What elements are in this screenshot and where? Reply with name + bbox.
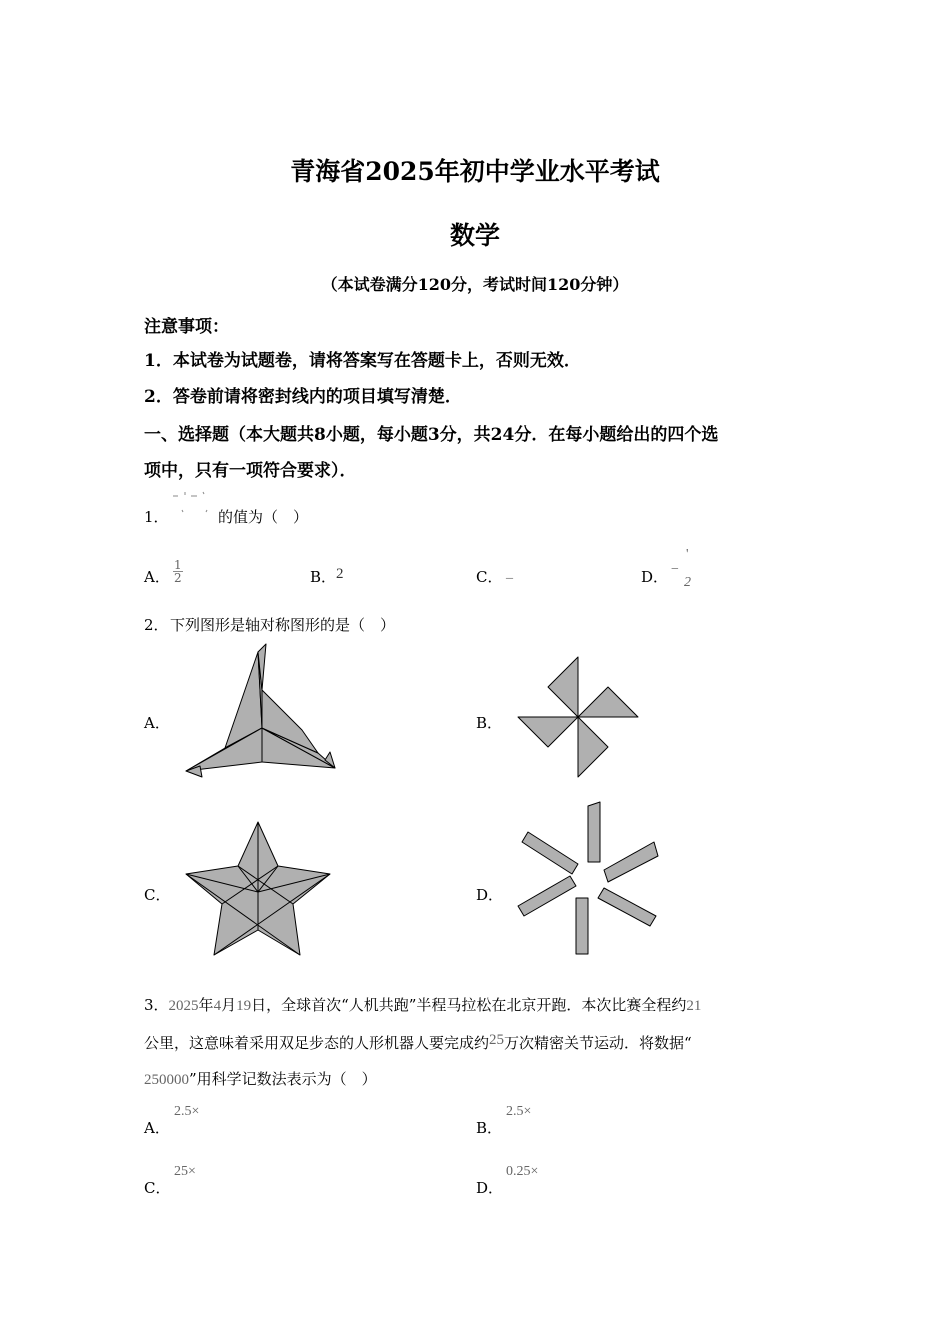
q1-option-d-denominator: 2 (684, 575, 691, 590)
q3-day: 19 (236, 998, 252, 1014)
q3-option-b-label: B． (476, 1119, 503, 1137)
q3-option-d-value: 0.25× (506, 1164, 539, 1179)
q2-option-b-label: B． (476, 714, 503, 732)
q3-option-c-label: C． (144, 1179, 171, 1197)
q1-option-d-sign: − (671, 562, 679, 577)
q3-line1-b: 月 (221, 996, 237, 1014)
q3-option-b-value: 2.5× (506, 1104, 532, 1119)
q3-line2-a: 公里，这意味着采用双足步态的人形机器人要完成约 (144, 1034, 490, 1052)
subject-title: 数学 (449, 221, 500, 250)
q2-figure-b-pinwheel (510, 650, 650, 785)
exam-title: 青海省2025年初中学业水平考试 (290, 157, 660, 186)
q3-line2-num: 25 (489, 1032, 505, 1048)
section1-heading-line2: 项中，只有一项符合要求）． (144, 461, 357, 481)
q1-option-a-label: A． (144, 568, 170, 586)
q3-option-c-value: 25× (174, 1164, 196, 1179)
q3-line1-a: 年 (198, 996, 214, 1014)
q1-option-c-value: _ (506, 566, 513, 581)
q3-month: 4 (213, 998, 222, 1014)
q2-figure-a-propeller (180, 640, 345, 785)
q3-line3 (144, 1068, 377, 1089)
notes-heading: 注意事项： (144, 317, 229, 337)
q1-option-d-numerator: ' (686, 547, 689, 562)
q2-number: 2． (144, 616, 169, 634)
q1-option-d-label: D． (641, 568, 669, 586)
q3-option-d-label: D． (476, 1179, 504, 1197)
section1-heading-line1: 一、选择题（本大题共8小题，每小题3分，共24分．在每小题给出的四个选 (144, 425, 719, 445)
q3-line3-num: 250000 (144, 1072, 189, 1088)
q3-line1 (144, 994, 701, 1015)
q3-option-a-label: A． (144, 1119, 170, 1137)
q1-option-b-label: B． (310, 568, 337, 586)
note-item-2: 2．答卷前请将密封线内的项目填写清楚． (144, 387, 462, 407)
q1-expression-image (170, 488, 214, 522)
q3-number: 3． (144, 996, 169, 1014)
q1-option-c-label: C． (476, 568, 503, 586)
q2-figure-d-spokes (510, 800, 665, 960)
q3-line1-c: 日，全球首次“人机共跑”半程马拉松在北京开跑．本次比赛全程约 (251, 996, 687, 1014)
q2-option-a-label: A． (144, 714, 170, 732)
q2-text: 下列图形是轴对称图形的是（ ） (170, 616, 396, 634)
q3-line3-text: ”用科学记数法表示为（ ） (189, 1070, 377, 1088)
q2-figure-c-star (180, 815, 340, 965)
q2-option-d-label: D． (476, 886, 504, 904)
q2-option-c-label: C． (144, 886, 171, 904)
q1-option-b-value: 2 (336, 566, 344, 582)
exam-subtitle: （本试卷满分120分，考试时间120分钟） (321, 275, 629, 294)
q1-option-a-numerator: 1 (174, 558, 182, 572)
q1-text: 的值为（ ） (218, 508, 309, 526)
q3-line2 (144, 1032, 692, 1053)
q1-option-a-denominator: 2 (174, 571, 182, 585)
q1-option-a-fraction (173, 559, 183, 584)
note-item-1: 1．本试卷为试题卷，请将答案写在答题卡上，否则无效． (144, 351, 581, 371)
q3-year: 2025 (168, 998, 199, 1014)
q3-km: 21 (686, 998, 702, 1014)
q3-line2-b: 万次精密关节运动．将数据“ (504, 1034, 692, 1052)
q1-number: 1． (144, 508, 169, 526)
q3-option-a-value: 2.5× (174, 1104, 200, 1119)
